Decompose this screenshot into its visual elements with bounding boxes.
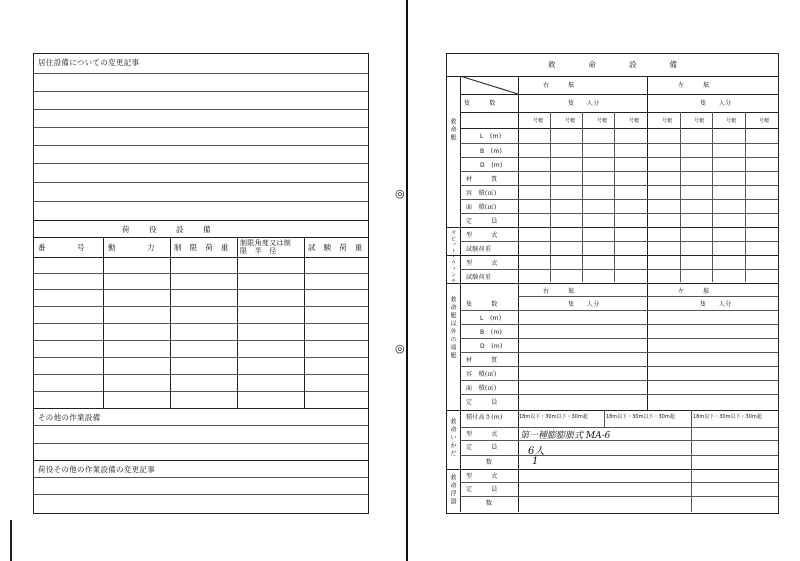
other-length: L (m) [480, 315, 502, 322]
raft-capacity-value: 6人 [528, 446, 545, 457]
other-qty-port: 隻 人分 [568, 301, 600, 308]
float-count-label: 数 [486, 500, 493, 507]
raft-type-label: 型 式 [466, 431, 498, 438]
row-volume: 容 積(㎥) [466, 190, 497, 197]
left-frame [33, 53, 369, 514]
liferafts-label: 救命いかだ [449, 418, 456, 458]
other-area: 面 積(㎡) [466, 385, 497, 392]
raft-height-2: 18m以下・30m以下・30m超 [606, 414, 675, 420]
col-test-load: 試 験 荷 重 [308, 243, 363, 252]
col-load-limit: 制 限 荷 重 [174, 243, 229, 252]
col-number: 番 号 [38, 243, 85, 252]
boat-no-6: 号艇 [694, 118, 705, 124]
boat-no-4: 号艇 [629, 118, 640, 124]
other-capacity: 定 員 [466, 399, 498, 406]
other-depth: D (m) [480, 343, 503, 350]
qty-value-starboard: 隻 人分 [700, 100, 732, 107]
davit-test-load: 試験荷重 [466, 246, 492, 253]
row-material: 材 質 [466, 176, 498, 183]
raft-type-value: 膨脹式 MA-6 [556, 431, 611, 441]
col-power: 動 力 [108, 243, 155, 252]
cargo-changes-title: 荷役その他の作業設備の変更記事 [38, 465, 155, 474]
binder-ring-bottom: ◎ [395, 342, 405, 355]
port-side-label: 右 舷 [543, 82, 575, 89]
row-length: L (m) [480, 133, 502, 140]
lifesaving-title: 救 命 設 備 [548, 60, 683, 69]
row-area: 面 積(㎡) [466, 204, 497, 211]
davit-winch-label: ダビット・ウィンチ [450, 230, 456, 284]
other-material: 材 質 [466, 357, 498, 364]
floats-label: 救命浮器 [449, 474, 456, 506]
raft-count-label: 数 [486, 459, 493, 466]
qty-value-port: 隻 人分 [568, 100, 600, 107]
other-work-equipment-title: その他の作業設備 [38, 413, 101, 422]
winch-type: 型 式 [466, 260, 498, 267]
raft-height-1: 18m以下・30m以下・30m超 [519, 414, 588, 420]
raft-type-prefix: 第一種膨 [520, 431, 557, 441]
other-qty: 隻 数 [466, 301, 498, 308]
row-capacity: 定 員 [466, 218, 498, 225]
boat-no-2: 号艇 [565, 118, 576, 124]
other-craft-label: 救命艇以外の端艇 [449, 296, 456, 360]
col-angle-radius: 制限角度又は制 限 半 径 [240, 239, 299, 255]
float-capacity-label: 定 員 [466, 486, 498, 493]
boat-no-5: 号艇 [662, 118, 673, 124]
residence-changes-title: 居住設備についての変更記事 [38, 58, 140, 67]
raft-count-value: 1 [532, 456, 539, 467]
starboard-side-label: 左 舷 [678, 82, 710, 89]
other-starboard-label: 左 舷 [678, 288, 710, 295]
boat-no-8: 号艇 [759, 118, 770, 124]
boat-no-3: 号艇 [597, 118, 608, 124]
qty-label: 隻 数 [464, 100, 496, 107]
other-breadth: B (m) [480, 329, 503, 336]
other-volume: 容 積(㎥) [466, 371, 497, 378]
row-breadth: B (m) [480, 148, 503, 155]
raft-stowage-height: 積付高さ(m) [466, 414, 503, 421]
lifeboats-label: 救命艇 [449, 118, 456, 142]
raft-capacity-label: 定 員 [466, 444, 498, 451]
davit-type: 型 式 [466, 232, 498, 239]
other-port-label: 右 舷 [543, 288, 575, 295]
row-depth: D (m) [480, 162, 503, 169]
diagonal-header [460, 76, 518, 94]
cargo-equipment-title: 荷 役 設 備 [122, 225, 217, 234]
boat-no-1: 号艇 [533, 118, 544, 124]
boat-no-7: 号艇 [726, 118, 737, 124]
left-edge-mark [10, 520, 12, 561]
other-qty-starboard: 隻 人分 [700, 301, 732, 308]
winch-test-load: 試験荷重 [466, 274, 492, 281]
binder-ring-top: ◎ [395, 187, 405, 200]
float-type-label: 型 式 [466, 473, 498, 480]
binder-spine [406, 0, 408, 561]
raft-height-3: 18m以下・30m以下・30m超 [693, 414, 762, 420]
